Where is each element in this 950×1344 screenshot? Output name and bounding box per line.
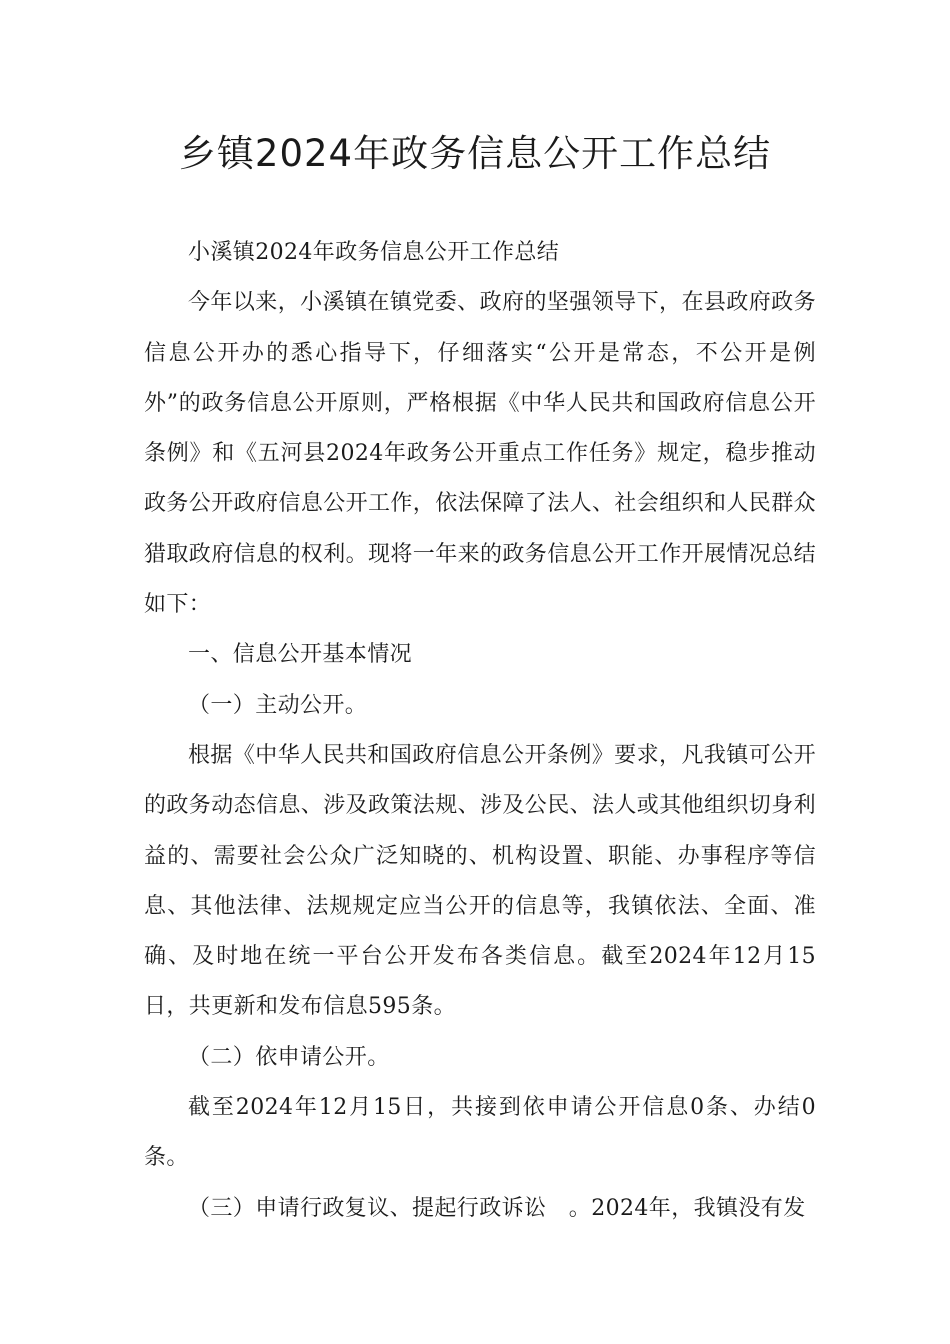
paragraph-application-disclosure: 截至2024年12月15日，共接到依申请公开信息0条、办结0条。 [144, 1095, 816, 1171]
subsection-heading-3: （三）申请行政复议、提起行政诉讼 。2024年，我镇没有发 [188, 1195, 806, 1221]
section-heading-1: 一、信息公开基本情况 [188, 642, 413, 668]
document-body [144, 228, 816, 1234]
paragraph-subtitle: 小溪镇2024年政务信息公开工作总结 [188, 240, 560, 265]
document-title: 乡镇2024年政务信息公开工作总结 [178, 132, 772, 175]
subsection-heading-2: （二）依申请公开。 [188, 1044, 390, 1070]
paragraph-intro: 今年以来，小溪镇在镇党委、政府的坚强领导下，在县政府政务信息公开办的悉心指导下，仔细落实“公开是常态，不公开是例外”的政务信息公开原则，严格根据《中华人民共和国政府信息公开条例》和《五河县2024年政务公开重点工作任务》规定，稳步推动政务公开政府信息公开工作，依法保障了法人、社会组织和人民群众猎取政府信息的权利。现将一年来的政务信息公开工作开展情况总结如下： [144, 290, 817, 618]
subsection-heading-1: （一）主动公开。 [188, 692, 368, 718]
paragraph-active-disclosure: 根据《中华人民共和国政府信息公开条例》要求，凡我镇可公开的政务动态信息、涉及政策法规、涉及公民、法人或其他组织切身利益的、需要社会公众广泛知晓的、机构设置、职能、办事程序等信息、其他法律、法规规定应当公开的信息等，我镇依法、全面、准确、及时地在统一平台公开发布各类信息。截至2024年12月15日，共更新和发布信息595条。 [144, 742, 817, 1020]
